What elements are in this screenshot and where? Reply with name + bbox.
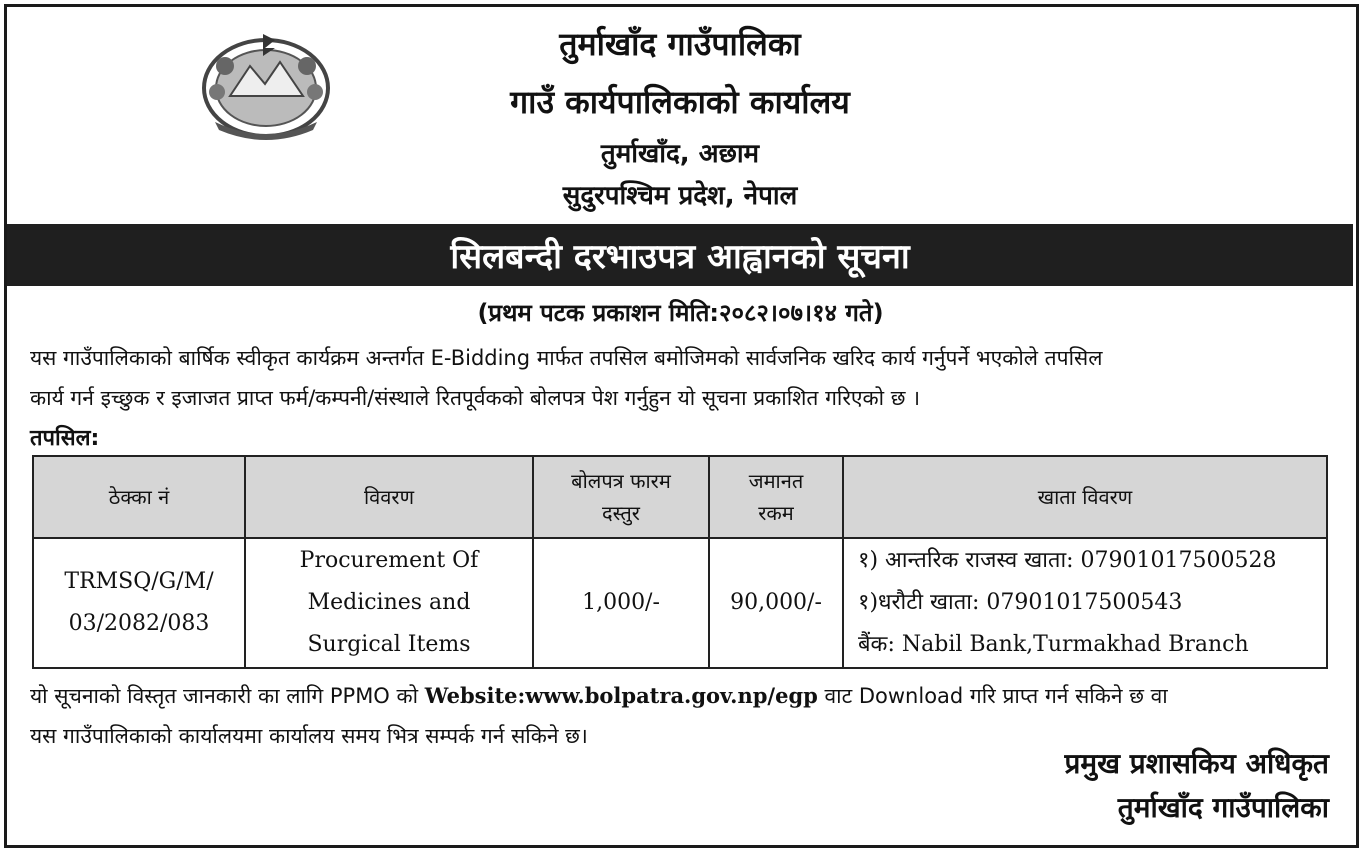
cell-security-amount: 90,000/- bbox=[709, 538, 843, 668]
details-label: तपसिल: bbox=[30, 426, 100, 451]
intro-paragraph bbox=[30, 338, 1330, 418]
cell-account-details: १) आन्तरिक राजस्व खाता: 07901017500528 १)धरौटी खाता: 07901017500543 बैंक: Nabil Bank,Turmakhad Branch bbox=[843, 538, 1327, 668]
office-name: गाउँ कार्यपालिकाको कार्यालय bbox=[510, 83, 850, 121]
footer-line: यस गाउँपालिकाको कार्यालयमा कार्यालय समय भित्र सम्पर्क गर्न सकिने छ। bbox=[30, 724, 588, 748]
intro-line: कार्य गर्न इच्छुक र इजाजत प्राप्त फर्म/कम्पनी/संस्थाले रितपूर्वकको बोलपत्र पेश गर्नुहुन यो सूचना प्रकाशित गरिएको छ । bbox=[30, 386, 921, 410]
cell-contract-no: TRMSQ/G/M/ 03/2082/083 bbox=[33, 538, 245, 668]
footer-line: यो सूचनाको विस्तृत जानकारी का लागि PPMO को Website:www.bolpatra.gov.np/egp वाट Download गरि प्राप्त गर्न सकिने छ वा bbox=[30, 683, 1168, 708]
cell-form-fee: 1,000/- bbox=[533, 538, 709, 668]
office-location: तुर्माखाँद, अछाम bbox=[600, 139, 760, 169]
website-link[interactable]: Website:www.bolpatra.gov.np/egp bbox=[424, 683, 818, 708]
header-account-details: खाता विवरण bbox=[843, 456, 1327, 538]
header-security-amount: जमानत रकम bbox=[709, 456, 843, 538]
publication-date: (प्रथम पटक प्रकाशन मिति:२०८२।०७।१४ गते) bbox=[477, 299, 884, 327]
notice-title: सिलबन्दी दरभाउपत्र आह्वानको सूचना bbox=[450, 237, 910, 277]
signatory-office: तुर्माखाँद गाउँपालिका bbox=[1117, 791, 1329, 824]
table-row bbox=[33, 538, 1327, 668]
signatory-title: प्रमुख प्रशासकिय अधिकृत bbox=[1064, 747, 1329, 780]
intro-line: यस गाउँपालिकाको बार्षिक स्वीकृत कार्यक्रम अन्तर्गत E-Bidding मार्फत तपसिल बमोजिमको सार्वजनिक खरिद कार्य गर्नुपर्ने भएकोले तपसिल bbox=[30, 346, 1103, 370]
municipality-name: तुर्माखाँद गाउँपालिका bbox=[559, 25, 801, 63]
header-contract-no: ठेक्का नं bbox=[33, 456, 245, 538]
notice-title-banner bbox=[7, 224, 1353, 286]
cell-description: Procurement Of Medicines and Surgical Items bbox=[245, 538, 533, 668]
province-country: सुदुरपश्चिम प्रदेश, नेपाल bbox=[562, 181, 798, 211]
nepal-government-emblem-icon bbox=[195, 26, 337, 144]
header-description: विवरण bbox=[245, 456, 533, 538]
header-form-fee: बोलपत्र फारम दस्तुर bbox=[533, 456, 709, 538]
tender-table bbox=[32, 455, 1328, 669]
table-header-row bbox=[33, 456, 1327, 538]
